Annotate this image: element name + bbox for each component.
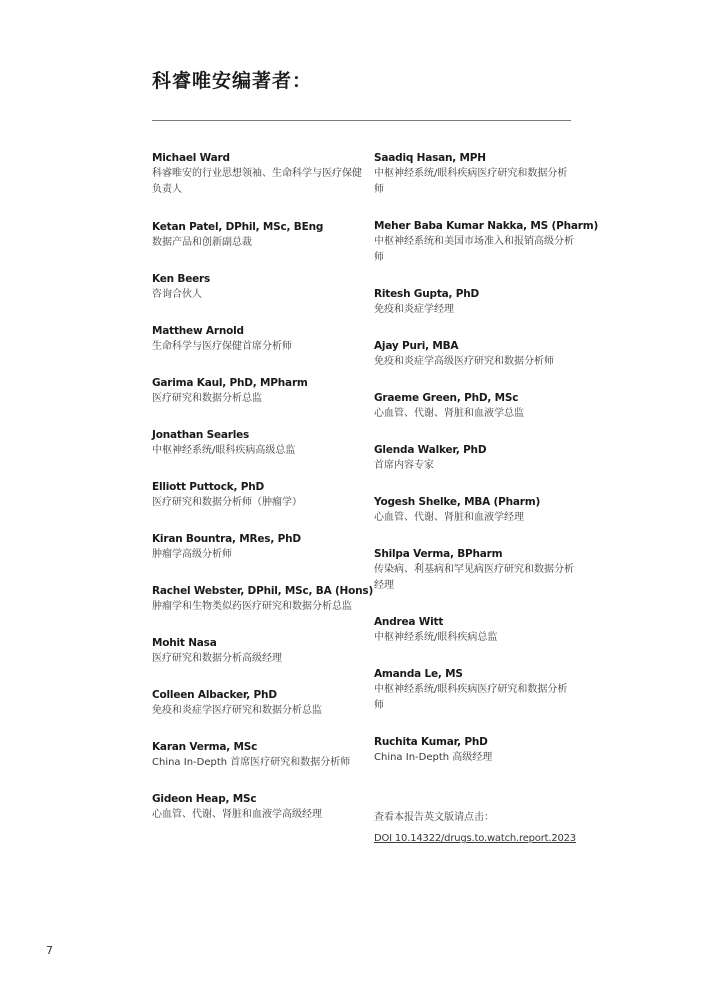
author-role: 心血管、代谢、肾脏和血液学经理 — [374, 512, 524, 523]
author-role: 中枢神经系统/眼科疾病总监 — [374, 632, 498, 643]
author-role: 医疗研究和数据分析高级经理 — [152, 653, 282, 664]
author-name: Colleen Albacker, PhD — [152, 689, 277, 701]
author-role: 中枢神经系统/眼科疾病医疗研究和数据分析师 — [374, 168, 568, 195]
author-name: Yogesh Shelke, MBA (Pharm) — [374, 496, 541, 508]
author-name: Ketan Patel, DPhil, MSc, BEng — [152, 221, 324, 233]
author-role: 免疫和炎症学经理 — [374, 304, 454, 315]
author-entry — [374, 287, 574, 318]
author-entry — [374, 443, 574, 474]
author-entry — [152, 151, 367, 198]
author-entry — [152, 376, 367, 407]
author-role: 医疗研究和数据分析师（肿瘤学） — [152, 497, 302, 508]
author-role: 生命科学与医疗保健首席分析师 — [152, 341, 292, 352]
author-role: 传染病、利基病和罕见病医疗研究和数据分析经理 — [374, 564, 574, 591]
author-name: Ajay Puri, MBA — [374, 340, 459, 352]
author-entry — [152, 428, 367, 459]
author-name: Karan Verma, MSc — [152, 741, 258, 753]
author-name: Rachel Webster, DPhil, MSc, BA (Hons) — [152, 585, 374, 597]
title-divider — [152, 120, 571, 121]
author-entry — [152, 532, 367, 563]
authors-right-column — [374, 151, 599, 787]
author-role: 医疗研究和数据分析总监 — [152, 393, 262, 404]
author-entry — [374, 495, 574, 526]
author-role: 科睿唯安的行业思想领袖、生命科学与医疗保健负责人 — [152, 168, 362, 195]
doi-label: 查看本报告英文版请点击： — [374, 812, 494, 823]
author-role: China In-Depth 高级经理 — [374, 752, 493, 763]
author-entry — [152, 584, 374, 615]
author-role: 肿瘤学高级分析师 — [152, 549, 232, 560]
author-name: Matthew Arnold — [152, 325, 244, 337]
author-role: 心血管、代谢、肾脏和血液学总监 — [374, 408, 524, 419]
doi-block — [374, 810, 584, 847]
author-role: 首席内容专家 — [374, 460, 434, 471]
author-name: Amanda Le, MS — [374, 668, 463, 680]
author-name: Michael Ward — [152, 152, 230, 164]
author-entry — [152, 636, 367, 667]
author-role: 中枢神经系统/眼科疾病医疗研究和数据分析师 — [374, 684, 568, 711]
author-name: Jonathan Searles — [152, 429, 250, 441]
author-entry — [374, 667, 574, 714]
author-entry — [374, 547, 574, 594]
author-name: Saadiq Hasan, MPH — [374, 152, 486, 164]
author-name: Glenda Walker, PhD — [374, 444, 487, 456]
author-entry — [152, 792, 367, 823]
author-role: 数据产品和创新副总裁 — [152, 237, 252, 248]
page-number: 7 — [46, 944, 53, 957]
author-role: 肿瘤学和生物类似药医疗研究和数据分析总监 — [152, 601, 352, 612]
doi-link[interactable]: DOI 10.14322/drugs.to.watch.report.2023 — [374, 833, 576, 844]
author-name: Gideon Heap, MSc — [152, 793, 257, 805]
author-role: China In-Depth 首席医疗研究和数据分析师 — [152, 757, 351, 768]
author-entry — [152, 220, 367, 251]
author-name: Mohit Nasa — [152, 637, 217, 649]
author-name: Shilpa Verma, BPharm — [374, 548, 503, 560]
author-entry — [152, 324, 367, 355]
author-name: Andrea Witt — [374, 616, 444, 628]
author-role: 中枢神经系统和美国市场准入和报销高级分析师 — [374, 236, 574, 263]
author-entry — [374, 391, 574, 422]
page-title: 科睿唯安编著者： — [152, 70, 313, 92]
author-entry — [152, 480, 367, 511]
author-name: Kiran Bountra, MRes, PhD — [152, 533, 301, 545]
author-role: 免疫和炎症学高级医疗研究和数据分析师 — [374, 356, 554, 367]
author-entry — [374, 339, 574, 370]
author-name: Elliott Puttock, PhD — [152, 481, 265, 493]
author-name: Meher Baba Kumar Nakka, MS (Pharm) — [374, 220, 599, 232]
author-entry — [152, 272, 367, 303]
author-name: Ken Beers — [152, 273, 211, 285]
author-role: 中枢神经系统/眼科疾病高级总监 — [152, 445, 296, 456]
author-name: Graeme Green, PhD, MSc — [374, 392, 519, 404]
author-entry — [374, 219, 599, 266]
author-entry — [374, 615, 574, 646]
author-role: 免疫和炎症学医疗研究和数据分析总监 — [152, 705, 322, 716]
author-role: 咨询合伙人 — [152, 289, 202, 300]
author-name: Ritesh Gupta, PhD — [374, 288, 480, 300]
author-entry — [152, 740, 367, 771]
author-entry — [374, 735, 574, 766]
authors-left-column — [152, 151, 374, 844]
author-name: Ruchita Kumar, PhD — [374, 736, 488, 748]
author-entry — [374, 151, 574, 198]
author-role: 心血管、代谢、肾脏和血液学高级经理 — [152, 809, 322, 820]
author-entry — [152, 688, 367, 719]
author-name: Garima Kaul, PhD, MPharm — [152, 377, 308, 389]
